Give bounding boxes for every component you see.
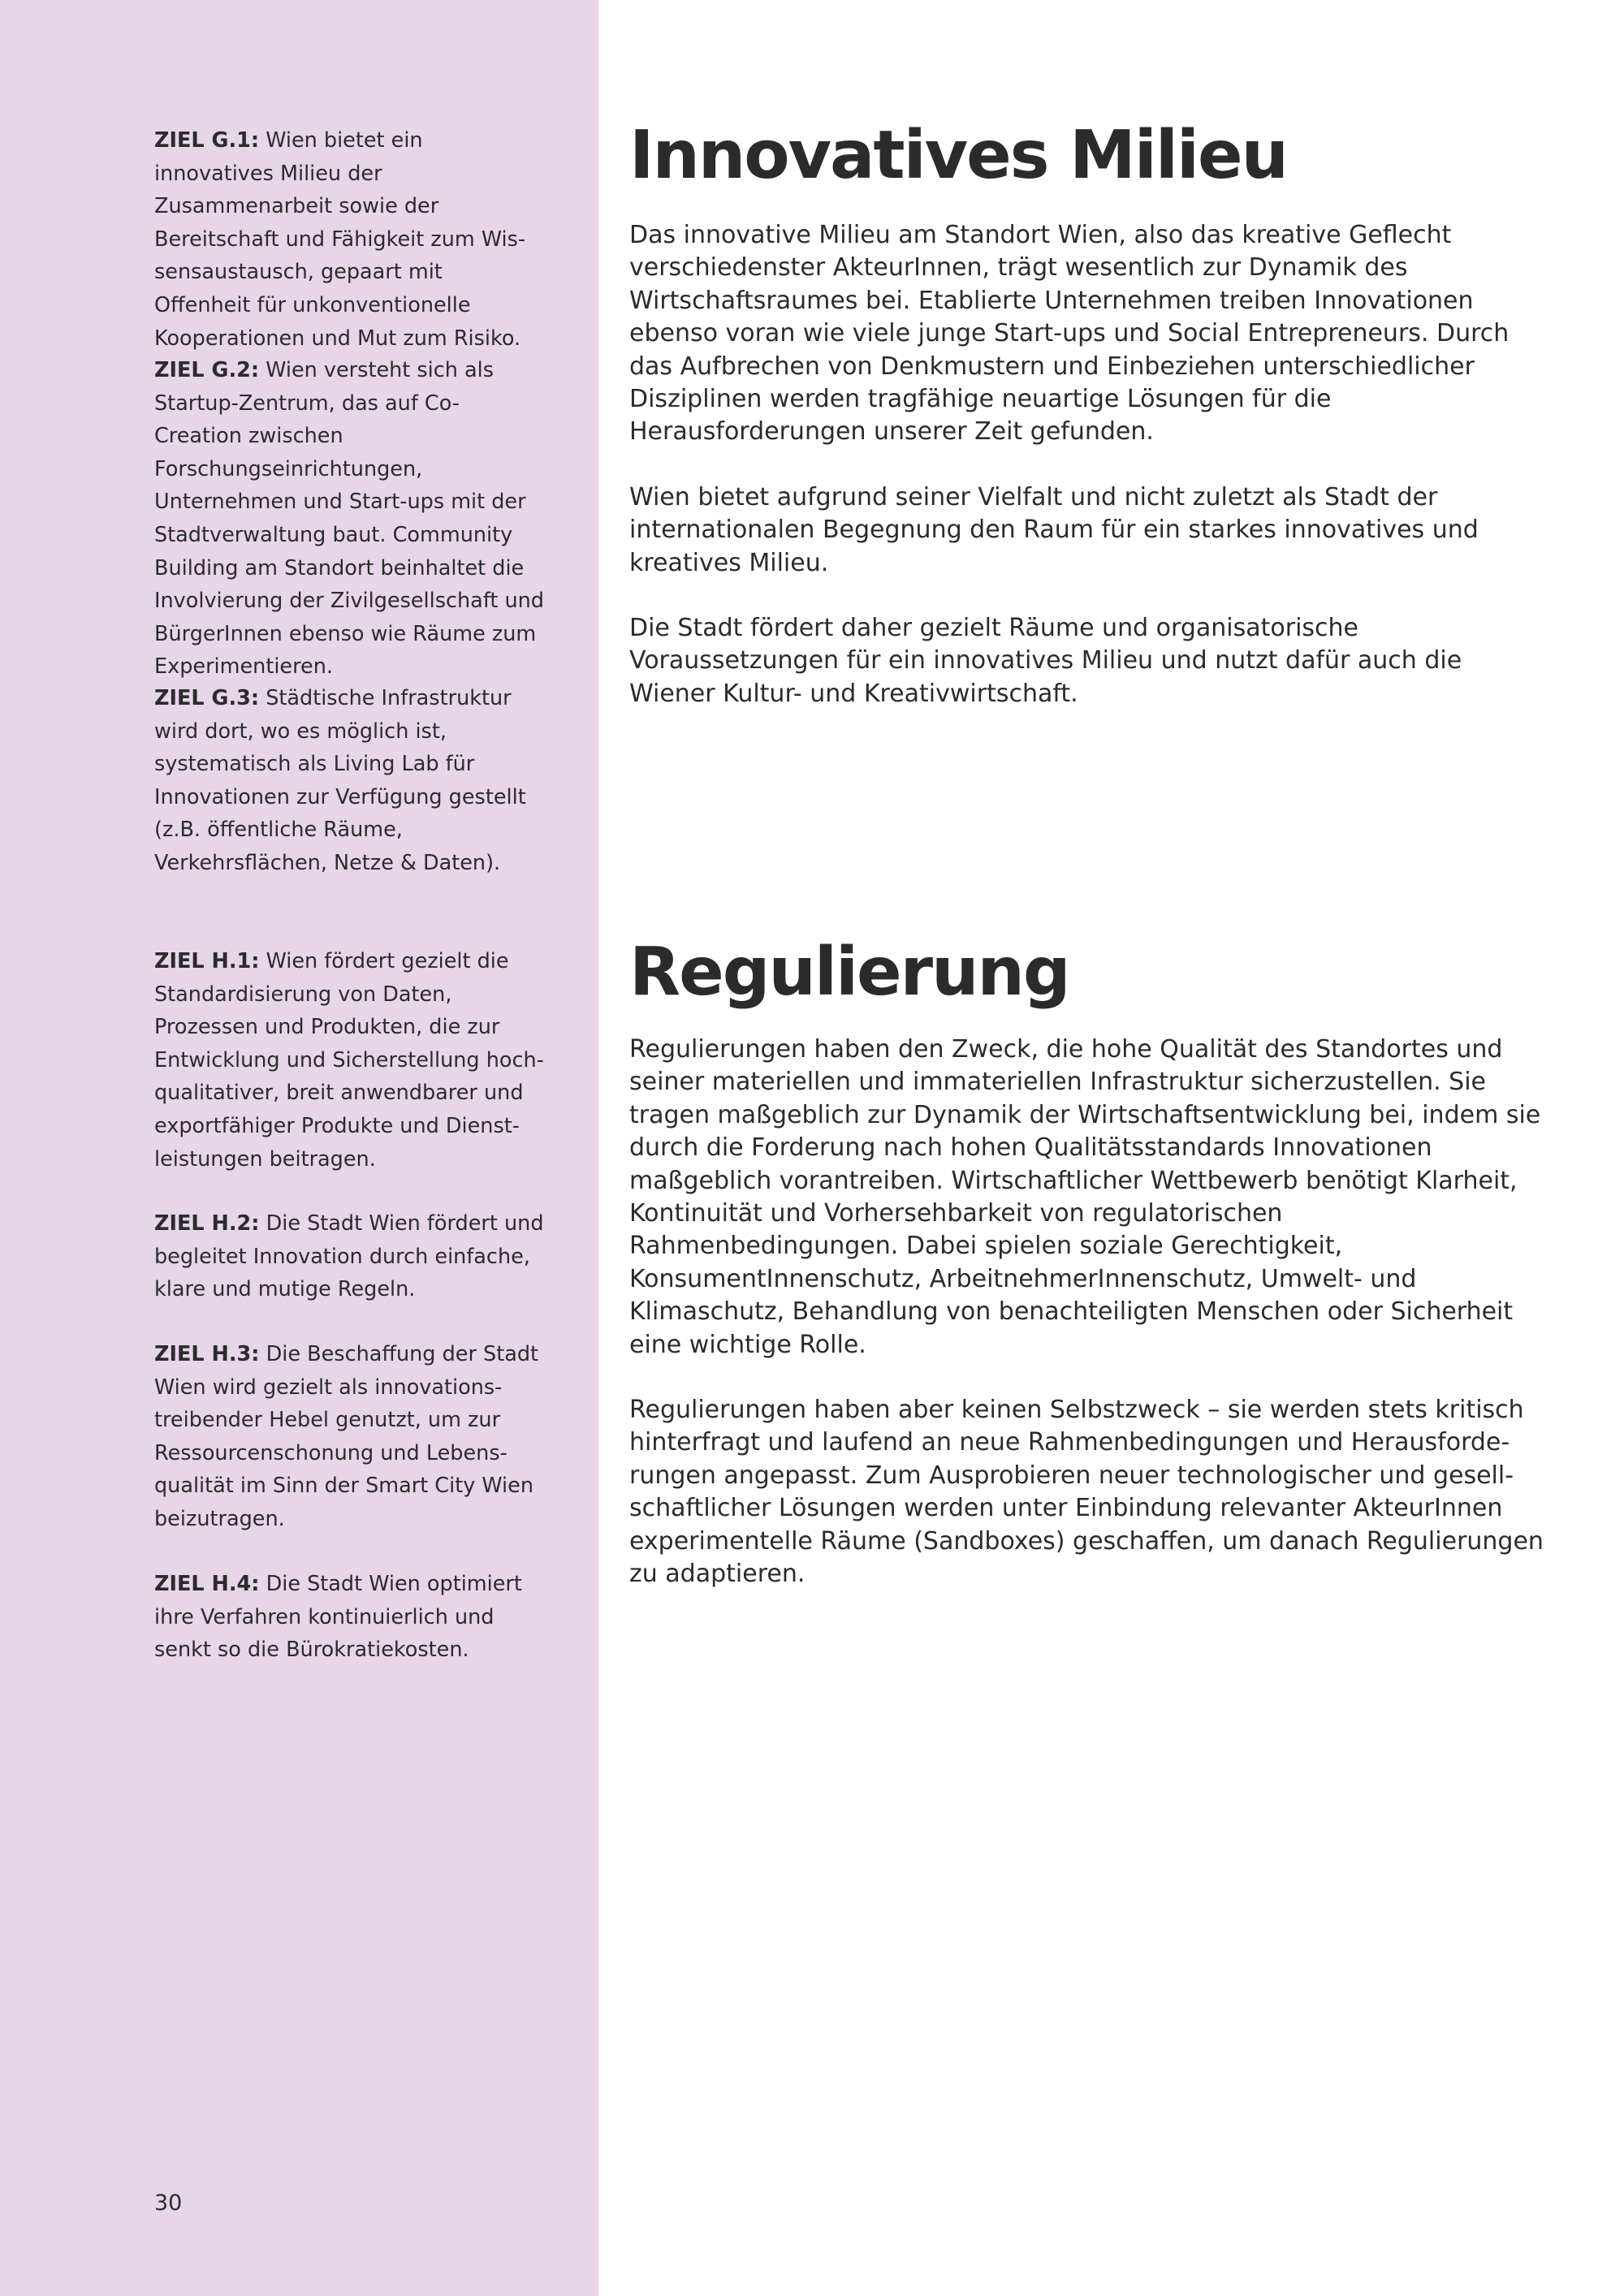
goal-code: ZIEL H.3:	[154, 1342, 260, 1366]
goal-g3	[154, 682, 544, 880]
page-number: 30	[154, 2190, 183, 2216]
goal-code: ZIEL G.1:	[154, 128, 260, 153]
section-title: Innovatives Milieu	[629, 117, 1288, 194]
goal-code: ZIEL H.1:	[154, 949, 260, 973]
section-paragraph: Regulierungen haben aber keinen Selbstzweck – sie werden stets kritisch hinterfragt und laufend an neue Rahmenbedingungen und Herausforderungen angepasst. Zum Ausprobieren neuer technologischer und gesellschaftlicher Lösungen werden unter Einbindung relevanter AkteurInnen experimentelle Räume (Sandboxes) geschaffen, um danach Regulierungen zu adaptieren.	[629, 1396, 1544, 1589]
goal-code: ZIEL G.2:	[154, 358, 260, 382]
goal-text: Wien bietet ein innovatives Milieu der Zusammenarbeit sowie der Bereitschaft und Fähigkeit zum Wissensaustausch, gepaart mit Offenheit für unkonventionelle Kooperationen und Mut zum Risiko.	[154, 128, 526, 351]
goal-h2	[154, 1207, 544, 1306]
goals-sidebar	[0, 0, 598, 2296]
section-paragraph: Regulierungen haben den Zweck, die hohe Qualität des Standortes und seiner materiellen und immateriellen Infrastruktur sicherzustellen. Sie tragen maßgeblich zur Dynamik der Wirtschaftsentwicklung bei, indem sie durch die Forderung nach hohen Qualitätsstandards Innovationen maßgeblich vorantreiben. Wirtschaftlicher Wettbewerb benötigt Klarheit, Kontinuität und Vorhersehbarkeit von regulatorischen Rahmenbedingungen. Dabei spielen soziale Gerechtigkeit, KonsumentInnenschutz, ArbeitnehmerInnenschutz, Umwelt- und Klimaschutz, Behandlung von benachteiligten Menschen oder Sicherheit eine wichtige Rolle.	[629, 1035, 1541, 1359]
goal-text: Wien versteht sich als Startup-Zentrum, das auf Co-Creation zwischen Forschungseinrichtungen, Unternehmen und Start-ups mit der Stadtverwaltung baut. Community Building am Standort beinhaltet die Involvierung der Zivilgesellschaft und BürgerInnen ebenso wie Räume zum Experimentieren.	[154, 358, 544, 680]
goal-h1	[154, 945, 544, 1176]
goal-text: Wien fördert gezielt die Standardisierung von Daten, Prozessen und Produkten, die zur Entwicklung und Sicherstellung hochqualitativer, breit anwendbarer und exportfähiger Produkte und Dienstleistungen beitragen.	[154, 949, 544, 1172]
goal-code: ZIEL H.2:	[154, 1211, 260, 1236]
section-regulierung	[629, 932, 1551, 1591]
goal-g1	[154, 124, 544, 355]
goal-h3	[154, 1338, 544, 1536]
section-title: Regulierung	[629, 934, 1069, 1011]
section-paragraph: Das innovative Milieu am Standort Wien, also das kreative Geflecht verschiedenster AkteurInnen, trägt wesentlich zur Dynamik des Wirtschaftsraumes bei. Etablierte Unternehmen treiben Innovationen ebenso voran wie viele junge Start-ups und Social Entrepreneurs. Durch das Aufbrechen von Denkmustern und Einbeziehen unterschiedlicher Disziplinen werden tragfähige neuartige Lösungen für die Herausforderungen unserer Zeit gefunden.	[629, 221, 1510, 447]
goal-text: Die Beschaffung der Stadt Wien wird gezielt als innovationstreibender Hebel genutzt, um zur Ressourcenschonung und Lebensqualität im Sinn der Smart City Wien beizutragen.	[154, 1342, 539, 1531]
section-paragraph: Die Stadt fördert daher gezielt Räume und organisatorische Voraussetzungen für ein innovatives Milieu und nutzt dafür auch die Wiener Kultur- und Kreativwirtschaft.	[629, 614, 1462, 708]
goal-h4	[154, 1568, 544, 1667]
section-paragraph: Wien bietet aufgrund seiner Vielfalt und nicht zuletzt als Stadt der internationalen Begegnung den Raum für ein starkes innovatives und kreatives Milieu.	[629, 482, 1479, 577]
goal-text: Die Stadt Wien optimiert ihre Verfahren kontinuierlich und senkt so die Bürokratiekosten.	[154, 1572, 522, 1663]
goal-text: Die Stadt Wien fördert und begleitet Innovation durch einfache, klare und mutige Regeln.	[154, 1211, 544, 1302]
goal-code: ZIEL H.4:	[154, 1572, 260, 1596]
goal-text: Städtische Infrastruktur wird dort, wo es möglich ist, systematisch als Living Lab für Innovationen zur Verfügung gestellt (z.B. öffentliche Räume, Verkehrsflächen, Netze & Daten).	[154, 686, 526, 875]
goal-code: ZIEL G.3:	[154, 686, 260, 710]
section-innovatives-milieu	[629, 115, 1551, 710]
goal-g2	[154, 354, 544, 684]
